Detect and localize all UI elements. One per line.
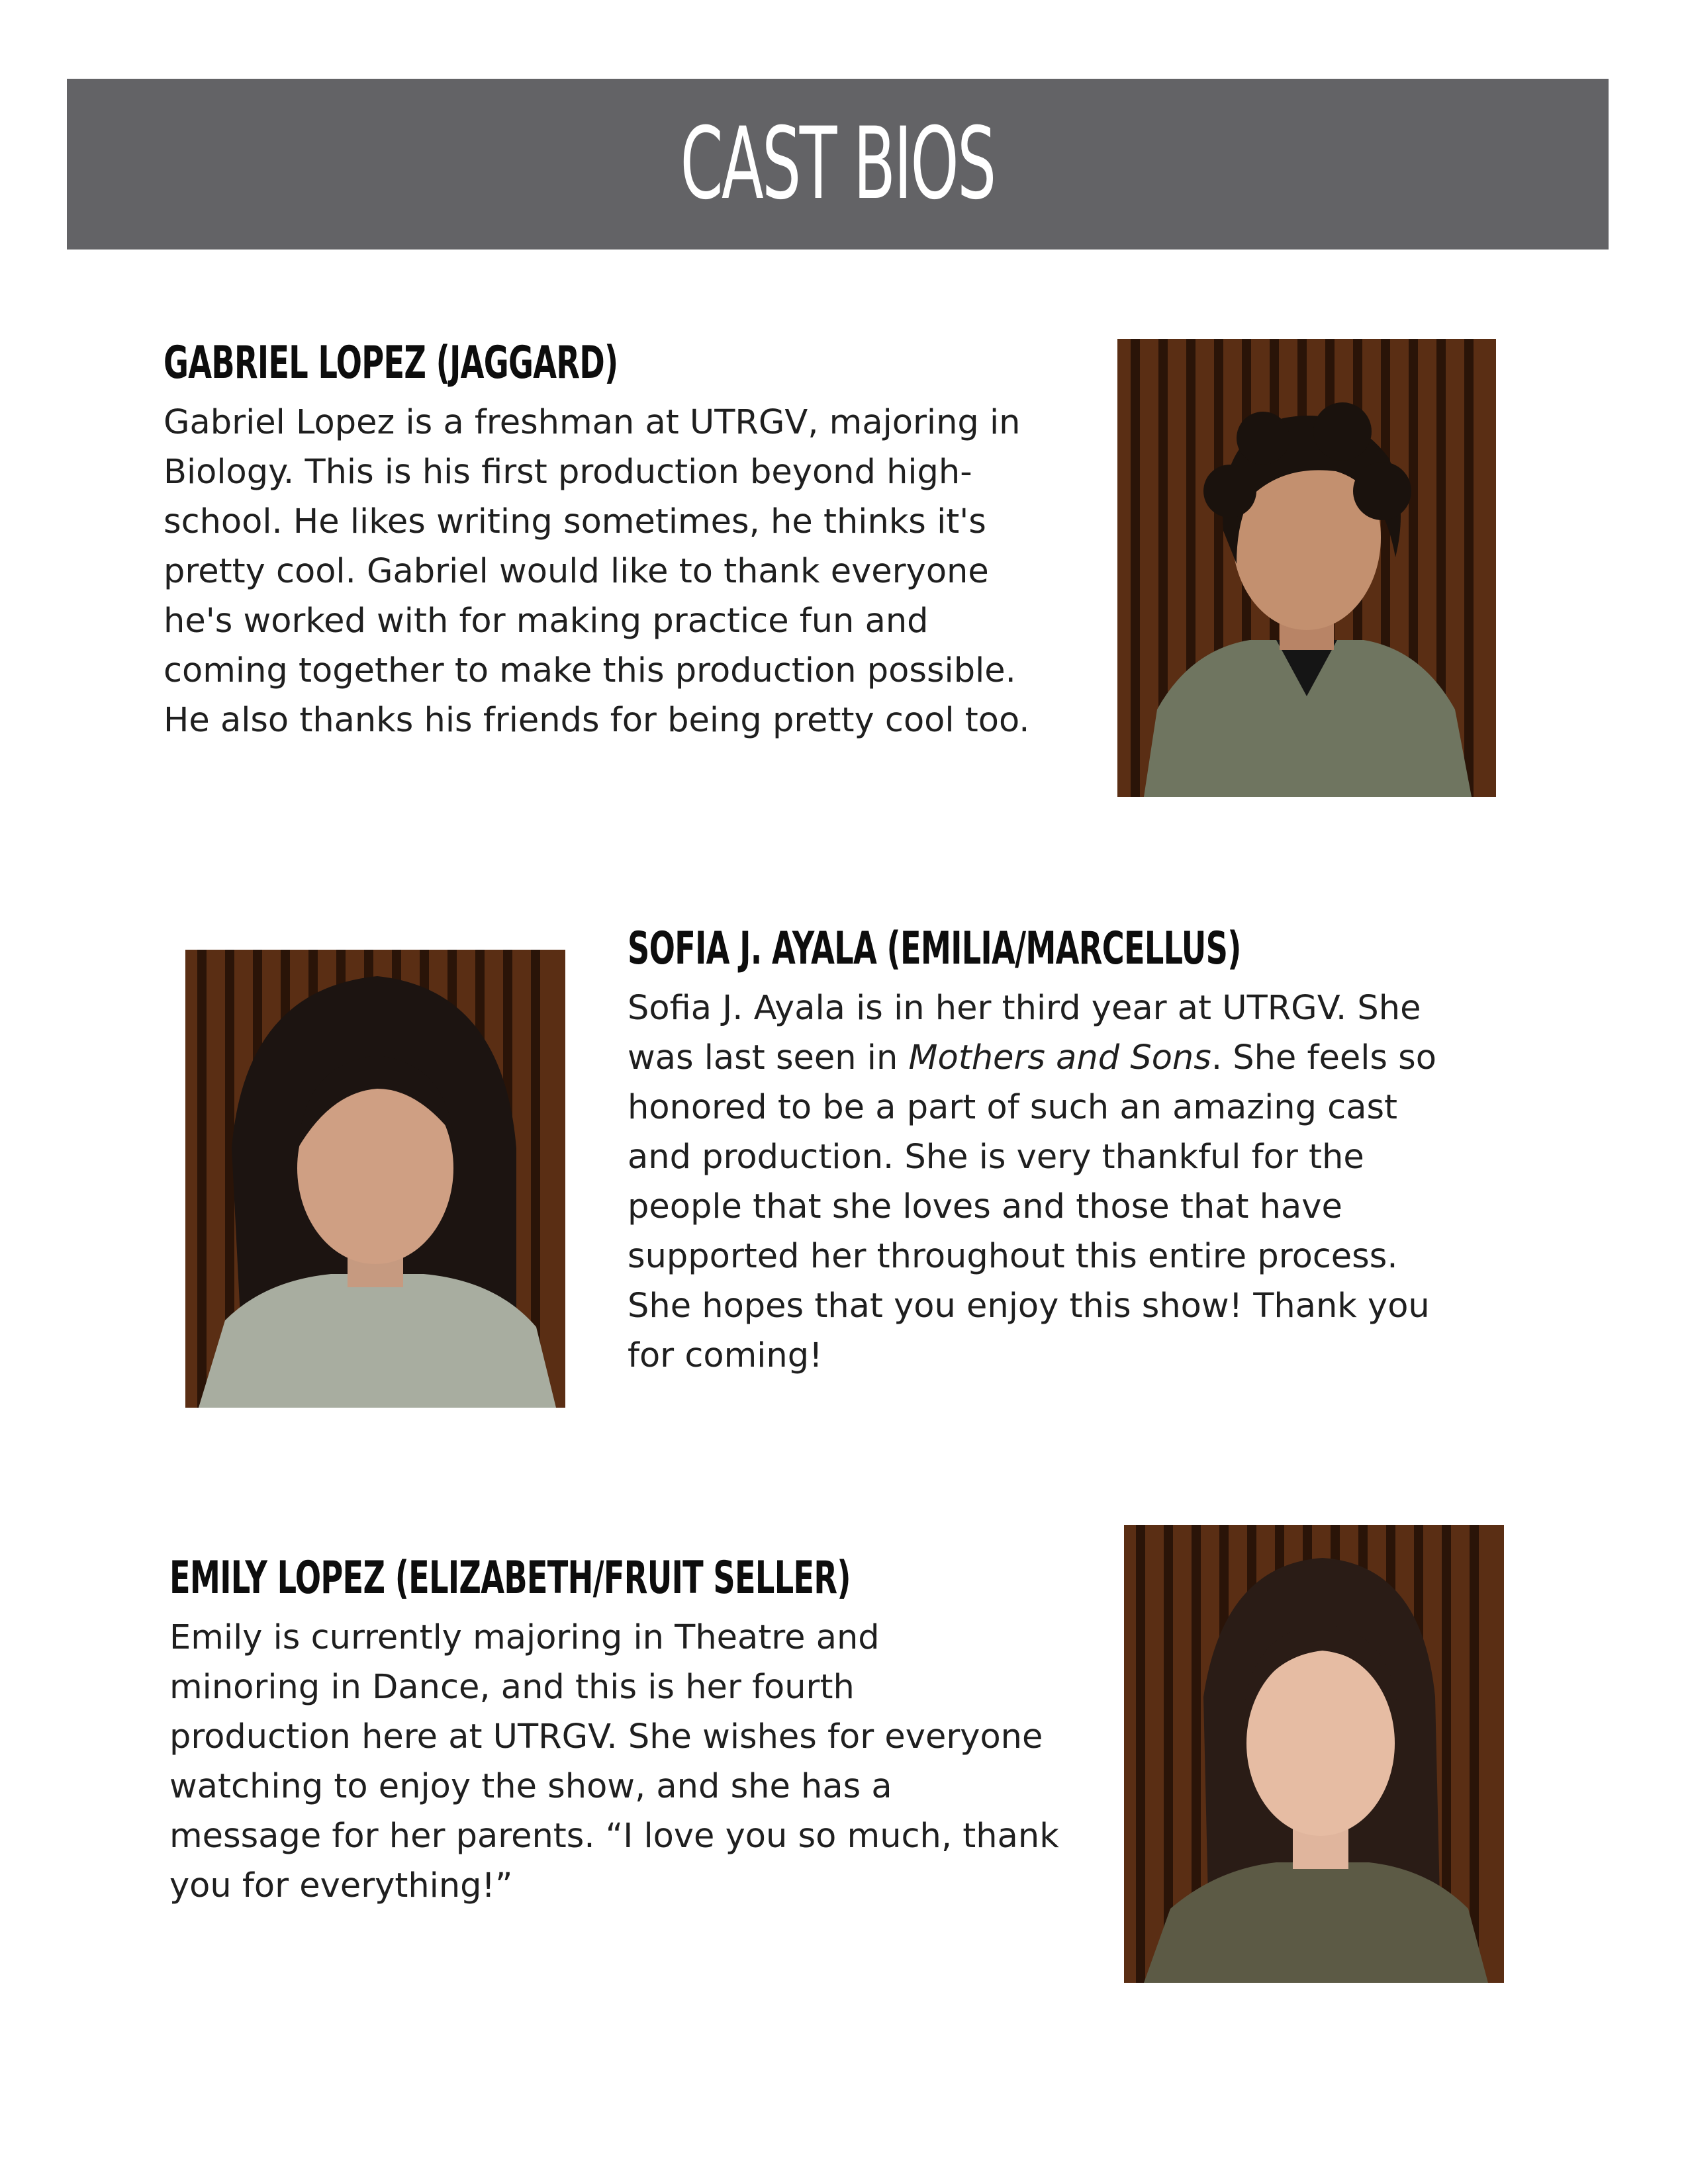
bio-line: Sofia J. Ayala is in her third year at UTRGV. She	[628, 989, 1421, 1028]
play-title: Mothers and Sons	[908, 1038, 1211, 1077]
cast-name: EMILY LOPEZ (ELIZABETH/FRUIT SELLER)	[169, 1552, 851, 1604]
bio-line: you for everything!”	[169, 1866, 513, 1905]
bio-line: and production. She is very thankful for the	[628, 1138, 1364, 1177]
bio-line: he's worked with for making practice fun and	[164, 602, 929, 641]
bio-line: Biology. This is his first production beyond high-	[164, 453, 972, 492]
cast-name: SOFIA J. AYALA (EMILIA/MARCELLUS)	[628, 923, 1241, 975]
bio-line: message for her parents. “I love you so much, thank	[169, 1817, 1059, 1856]
cast-bio-sofia	[628, 923, 1488, 1381]
page-title: CAST BIOS	[680, 107, 996, 222]
cast-name: GABRIEL LOPEZ (JAGGARD)	[164, 337, 618, 389]
headshot-emily	[1124, 1525, 1504, 1983]
portrait-photo-icon	[1117, 339, 1496, 797]
headshot-gabriel	[1117, 339, 1496, 797]
cast-bio-emily	[169, 1552, 1109, 1911]
bio-line: was last seen in	[628, 1038, 909, 1077]
bio-line: people that she loves and those that have	[628, 1187, 1342, 1226]
bio-line: watching to enjoy the show, and she has a	[169, 1767, 892, 1806]
bio-line: Emily is currently majoring in Theatre and	[169, 1618, 880, 1657]
cast-bio-text	[628, 983, 1488, 1381]
bio-line: . She feels so	[1211, 1038, 1436, 1077]
bio-line: coming together to make this production possible.	[164, 651, 1016, 690]
cast-bio-text	[169, 1613, 1109, 1911]
bio-line: Gabriel Lopez is a freshman at UTRGV, majoring in	[164, 403, 1021, 442]
bio-line: honored to be a part of such an amazing cast	[628, 1088, 1398, 1127]
bio-line: school. He likes writing sometimes, he thinks it's	[164, 502, 986, 541]
bio-line: minoring in Dance, and this is her fourth	[169, 1668, 855, 1707]
cast-bio-gabriel	[164, 337, 1103, 745]
portrait-photo-icon	[185, 950, 565, 1408]
bio-line: pretty cool. Gabriel would like to thank everyone	[164, 552, 989, 591]
portrait-photo-icon	[1124, 1525, 1504, 1983]
bio-line: He also thanks his friends for being pretty cool too.	[164, 701, 1030, 740]
bio-line: production here at UTRGV. She wishes for everyone	[169, 1717, 1043, 1756]
bio-line: She hopes that you enjoy this show! Thank you	[628, 1287, 1430, 1326]
header-banner	[67, 79, 1609, 250]
bio-line: supported her throughout this entire process.	[628, 1237, 1398, 1276]
headshot-sofia	[185, 950, 565, 1408]
cast-bio-text	[164, 398, 1103, 745]
bio-line: for coming!	[628, 1336, 823, 1375]
